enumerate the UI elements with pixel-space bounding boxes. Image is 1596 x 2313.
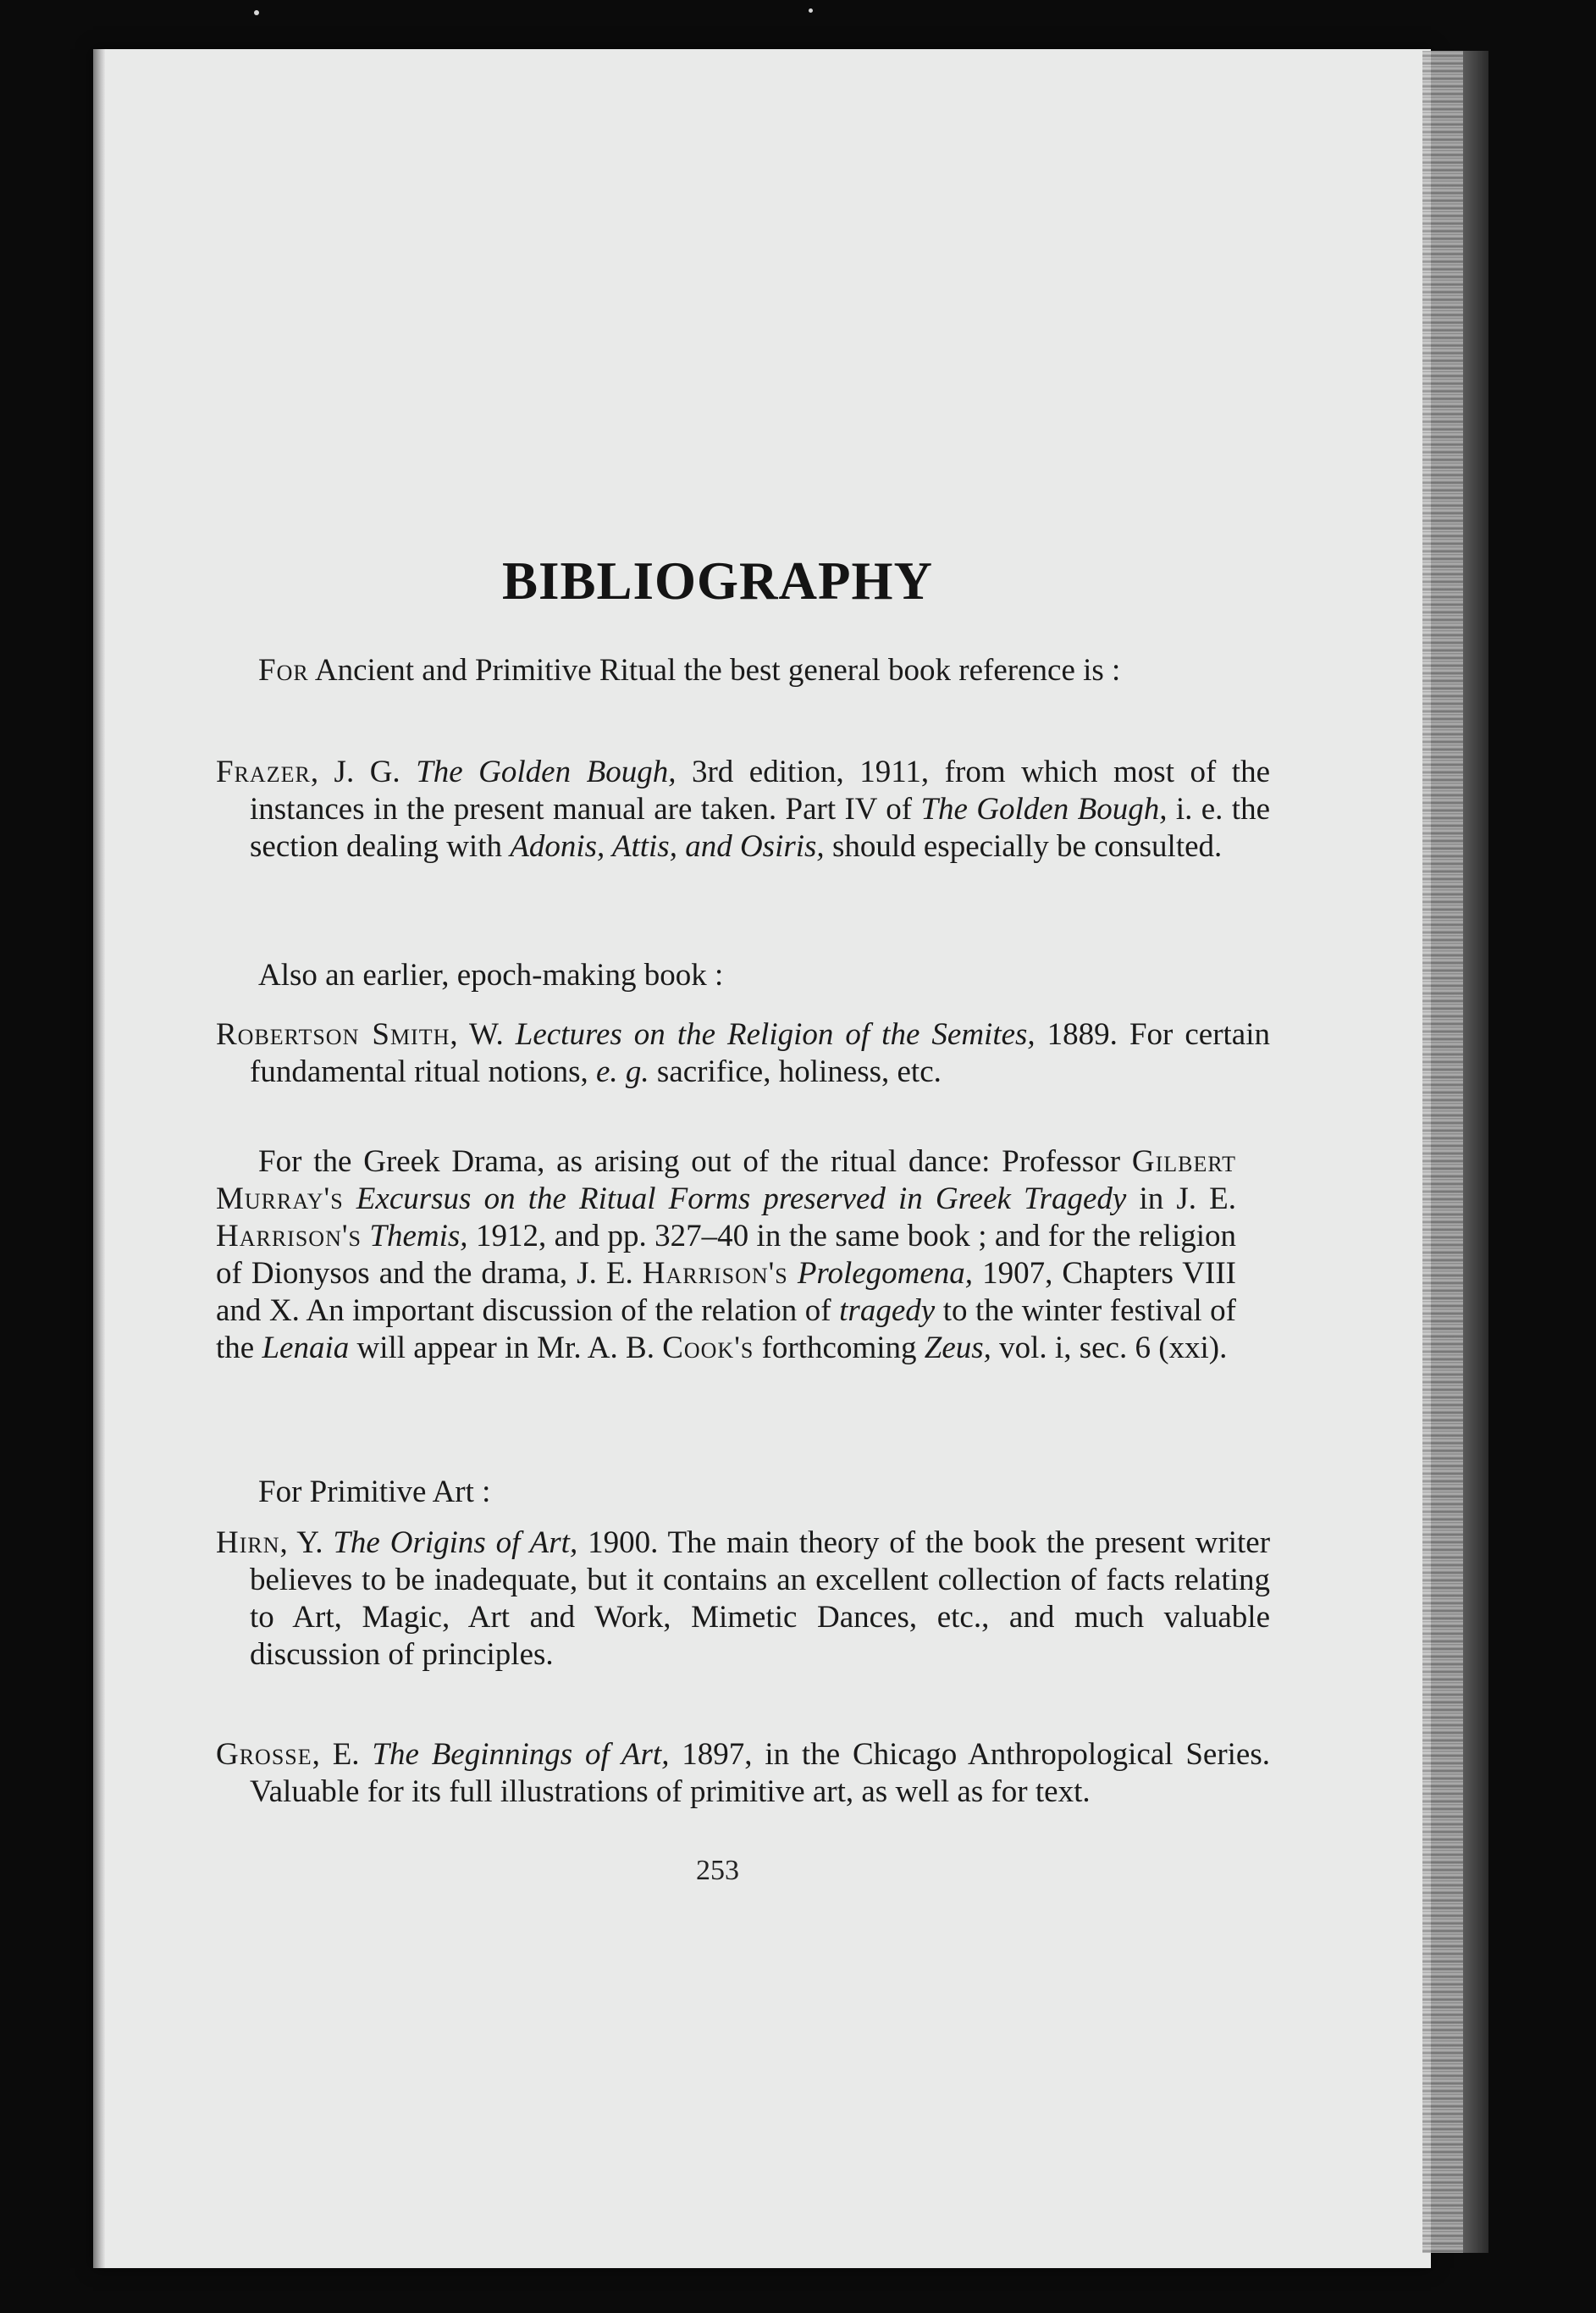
greek-drama-paragraph (216, 1143, 1236, 1367)
emphasis-tragedy: tragedy (839, 1293, 936, 1328)
entry-text: 1900. The main theory of the book the present writer believes to be inadequate, but it contains an excellent collection of facts relating to Art, Magic, Art and Work, Mimetic Dances, etc., and much valuable discussion of principles. (250, 1525, 1271, 1672)
paragraph-text: vol. i, sec. 6 (xxi). (991, 1331, 1228, 1365)
author-grosse: Grosse (216, 1737, 312, 1772)
book-title: The Origins of Art, (333, 1525, 578, 1560)
entry-grosse (216, 1736, 1270, 1811)
entry-text: sacrifice, holiness, etc. (649, 1054, 942, 1089)
paragraph-text: 1907, Chapters VIII and X. An important discussion of the relation of (216, 1256, 1236, 1328)
book-title: Lectures on the Religion of the Semites, (515, 1017, 1035, 1052)
paragraph-text: For the Greek Drama, as arising out of the ritual dance: Professor (258, 1144, 1132, 1179)
author-harrison: Harrison's (216, 1219, 362, 1253)
author-hirn: Hirn (216, 1525, 280, 1560)
also-paragraph: Also an earlier, epoch-making book : (258, 958, 724, 993)
book-title: Zeus, (924, 1331, 991, 1365)
festival-name: Lenaia (262, 1331, 350, 1365)
entry-text: 1889. For certain fundamental ritual notions, (250, 1017, 1270, 1089)
entry-frazer (216, 754, 1270, 866)
page-title: BIBLIOGRAPHY (501, 551, 934, 611)
author-initials: , J. G. (310, 755, 417, 789)
book-binding-edge (1422, 51, 1463, 2253)
entry-text: i. e. the section dealing with (250, 792, 1270, 864)
book-title: The Beginnings of Art, (372, 1737, 670, 1772)
intro-lead: For (258, 653, 309, 688)
paragraph-text: forthcoming (754, 1331, 925, 1365)
author-initials: , E. (312, 1737, 373, 1772)
paragraph-text: in J. E. (1126, 1181, 1237, 1216)
paragraph-text: to the winter festival of the (216, 1293, 1236, 1365)
author-frazer: Frazer (216, 755, 311, 789)
paragraph-text: will appear in Mr. A. B. (349, 1331, 663, 1365)
author-harrison: Harrison's (642, 1256, 788, 1291)
abbrev-eg: e. g. (595, 1054, 649, 1089)
page-number: 253 (696, 1855, 739, 1886)
entry-hirn (216, 1524, 1270, 1674)
dust-speck (809, 8, 813, 13)
intro-paragraph (216, 652, 1236, 689)
dust-speck (254, 10, 259, 15)
book-title: Themis, (369, 1219, 468, 1253)
entry-text: should especially be consulted. (824, 829, 1223, 864)
book-title: The Golden Bough, (920, 792, 1168, 827)
author-robertson-smith: Robertson Smith (216, 1017, 450, 1052)
book-title: The Golden Bough, (416, 755, 677, 789)
author-cook: Cook's (662, 1331, 754, 1365)
author-initials: , Y. (279, 1525, 334, 1560)
book-title: Prolegomena, (797, 1256, 974, 1291)
primitive-art-paragraph: For Primitive Art : (258, 1475, 491, 1509)
author-murray: Gilbert Murray's (216, 1144, 1236, 1216)
page-edge (93, 49, 105, 2268)
author-initials: , W. (450, 1017, 516, 1052)
book-spine-shadow (1463, 51, 1488, 2253)
intro-rest: Ancient and Primitive Ritual the best general book reference is : (308, 653, 1121, 688)
entry-text: 1897, in the Chicago Anthropological Series. Valuable for its full illustrations of primitive art, as well as for text. (250, 1737, 1271, 1809)
entry-robertson-smith (216, 1016, 1270, 1091)
book-title: Excursus on the Ritual Forms preserved in Greek Tragedy (356, 1181, 1127, 1216)
book-title: Adonis, Attis, and Osiris, (510, 829, 825, 864)
entry-text: 3rd edition, 1911, from which most of the instances in the present manual are taken. Part IV of (250, 755, 1270, 827)
paragraph-text: 1912, and pp. 327–40 in the same book ; and for the religion of Dionysos and the drama, J. E. (216, 1219, 1237, 1291)
